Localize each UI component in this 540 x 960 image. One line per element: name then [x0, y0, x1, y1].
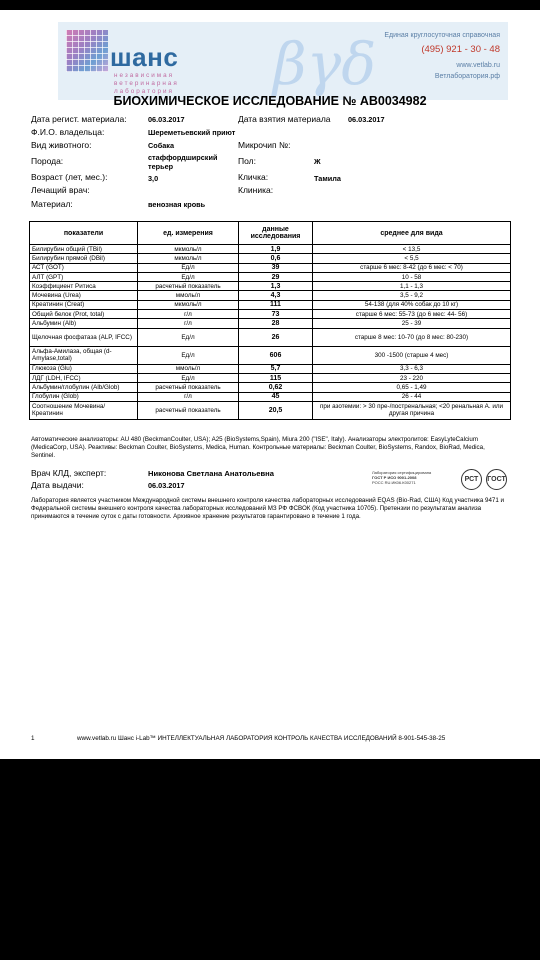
parameter-cell: Мочевина (Urea): [30, 291, 138, 300]
lab-logo-tagline: [114, 72, 179, 96]
parameter-cell: АЛТ (GPT): [30, 272, 138, 281]
reference-cell: < 5,5: [313, 254, 511, 263]
table-row: [30, 263, 511, 272]
reference-cell: старше 6 мес: 55-73 (до 6 мес: 44- 56): [313, 310, 511, 319]
unit-cell: Ед/л: [138, 328, 239, 346]
gost-seal-icon: ГОСТ: [486, 469, 507, 490]
unit-cell: расчетный показатель: [138, 401, 239, 419]
table-row: [30, 346, 511, 364]
unit-cell: Ед/л: [138, 263, 239, 272]
result-cell: 26: [239, 328, 313, 346]
result-cell: 1,3: [239, 282, 313, 291]
unit-cell: расчетный показатель: [138, 383, 239, 392]
table-row: [30, 245, 511, 254]
parameter-cell: Соотношение Мочевина/Креатинин: [30, 401, 138, 419]
lab-header-banner: [58, 22, 508, 100]
sex-label: Пол:: [238, 156, 256, 166]
lab-logo-name: шанс: [110, 42, 179, 72]
column-header: показатели: [30, 222, 138, 245]
owner-label: Ф.И.О. владельца:: [31, 127, 105, 137]
results-body: [30, 245, 511, 420]
clinic-label: Клиника:: [238, 185, 274, 195]
parameter-cell: Щелочная фосфатаза (ALP, IFCC): [30, 328, 138, 346]
cert-line: РОСС RU.ИК06.К00271: [372, 480, 416, 485]
page-number: 1: [31, 735, 35, 742]
reference-cell: 23 - 220: [313, 373, 511, 382]
unit-cell: Ед/л: [138, 373, 239, 382]
chip-label: Микрочип №:: [238, 140, 291, 150]
age-label: Возраст (лет, мес.):: [31, 172, 108, 182]
result-cell: 111: [239, 300, 313, 309]
reference-cell: 3,5 - 9,2: [313, 291, 511, 300]
result-cell: 4,3: [239, 291, 313, 300]
column-header: данные исследования: [239, 222, 313, 245]
table-row: [30, 328, 511, 346]
unit-cell: г/л: [138, 392, 239, 401]
table-row: [30, 254, 511, 263]
owner-value: Шереметьевский приют: [148, 128, 236, 137]
tagline-line: независимая: [114, 72, 174, 79]
name-label: Кличка:: [238, 172, 269, 182]
table-header-row: [30, 222, 511, 245]
signing-doctor-label: Врач КЛД, эксперт:: [31, 468, 107, 478]
reference-cell: 25 - 39: [313, 319, 511, 328]
parameter-cell: Альбумин/глобулин (Alb/Glob): [30, 383, 138, 392]
result-cell: 20,5: [239, 401, 313, 419]
table-row: [30, 319, 511, 328]
parameter-cell: Альфа-Амилаза, общая (d-Amylase,total): [30, 346, 138, 364]
parameter-cell: Общий белок (Prot, total): [30, 310, 138, 319]
report-page: [0, 10, 540, 759]
contact-website-rf: Ветлаборатория.рф: [434, 73, 500, 80]
species-value: Собака: [148, 141, 175, 150]
unit-cell: Ед/л: [138, 272, 239, 281]
reference-cell: 10 - 58: [313, 272, 511, 281]
unit-cell: ммоль/л: [138, 291, 239, 300]
breed-value-line1: стаффордширский: [148, 153, 218, 162]
result-cell: 115: [239, 373, 313, 382]
parameter-cell: Коэффициент Ритиса: [30, 282, 138, 291]
pct-seal-icon: РСТ: [461, 469, 482, 490]
certification-note: [372, 470, 472, 485]
table-row: [30, 373, 511, 382]
cert-line: ГОСТ Р ИСО 9001-2008: [372, 475, 417, 480]
reference-cell: 0,65 - 1,49: [313, 383, 511, 392]
breed-label: Порода:: [31, 156, 64, 166]
column-header: среднее для вида: [313, 222, 511, 245]
issue-date-label: Дата выдачи:: [31, 480, 84, 490]
table-row: [30, 392, 511, 401]
parameter-cell: АСТ (GOT): [30, 263, 138, 272]
analyzers-note: Автоматические анализаторы: AU 480 (BeckmanCoulter, USA); A25 (BioSystems,Spain), Miura 200 ("ISE", Italy). Анализаторы электролитов: EasyLyteCalcium (MedicaCorp, USA). Реактивы: Beckman Coulter, BioSystems, Medica, Human. Контрольные материалы: Beckman Coulter, BioSystems, Randox, BioRad, Medica, Sentinel.: [31, 436, 485, 460]
tagline-line: лаборатория: [114, 88, 174, 95]
decorative-watermark-icon: βγδ: [273, 30, 377, 98]
name-value: Тамила: [314, 174, 341, 183]
tagline-line: ветеринарная: [114, 80, 179, 87]
result-cell: 5,7: [239, 364, 313, 373]
reg-date-value: 06.03.2017: [148, 115, 185, 124]
parameter-cell: Глюкоза (Glu): [30, 364, 138, 373]
material-value: венозная кровь: [148, 200, 206, 209]
parameter-cell: Альбумин (Alb): [30, 319, 138, 328]
result-cell: 73: [239, 310, 313, 319]
table-row: [30, 300, 511, 309]
result-cell: 39: [239, 263, 313, 272]
parameter-cell: Глобулин (Glob): [30, 392, 138, 401]
result-cell: 0,6: [239, 254, 313, 263]
footer-text: www.vetlab.ru Шанс i-Lab™ ИНТЕЛЛЕКТУАЛЬНАЯ ЛАБОРАТОРИЯ КОНТРОЛЬ КАЧЕСТВА ИССЛЕДОВАНИЙ 8-901-545-38-25: [77, 735, 446, 742]
material-label: Материал:: [31, 199, 73, 209]
results-table: [29, 221, 511, 420]
unit-cell: мкмоль/л: [138, 300, 239, 309]
table-row: [30, 383, 511, 392]
doctor-label: Лечащий врач:: [31, 185, 90, 195]
breed-value-line2: терьер: [148, 162, 174, 171]
result-cell: 1,9: [239, 245, 313, 254]
cert-line: Лаборатория сертифицирована: [372, 470, 432, 475]
contact-website: www.vetlab.ru: [456, 62, 500, 69]
unit-cell: мкмоль/л: [138, 254, 239, 263]
reference-cell: 3,3 - 6,3: [313, 364, 511, 373]
document-title: БИОХИМИЧЕСКОЕ ИССЛЕДОВАНИЕ № АВ0034982: [113, 94, 427, 108]
unit-cell: ммоль/л: [138, 364, 239, 373]
take-date-value: 06.03.2017: [348, 115, 385, 124]
reference-cell: 54-138 (для 40% собак до 10 кг): [313, 300, 511, 309]
contact-caption: Единая круглосуточная справочная: [384, 32, 500, 39]
table-row: [30, 401, 511, 419]
reference-cell: 26 - 44: [313, 392, 511, 401]
reference-cell: 1,1 - 1,3: [313, 282, 511, 291]
issue-date-value: 06.03.2017: [148, 481, 185, 490]
reg-date-label: Дата регист. материала:: [31, 114, 127, 124]
contact-phone: (495) 921 - 30 - 48: [421, 44, 500, 55]
result-cell: 45: [239, 392, 313, 401]
result-cell: 0,62: [239, 383, 313, 392]
table-row: [30, 282, 511, 291]
sex-value: Ж: [314, 157, 321, 166]
reference-cell: старше 6 мес: 8-42 (до 6 мес: < 70): [313, 263, 511, 272]
parameter-cell: ЛДГ (LDH, IFCC): [30, 373, 138, 382]
parameter-cell: Билирубин прямой (DBil): [30, 254, 138, 263]
unit-cell: мкмоль/л: [138, 245, 239, 254]
lab-logo-icon: [66, 30, 108, 72]
signing-doctor-name: Никонова Светлана Анатольевна: [148, 469, 274, 478]
reference-cell: старше 8 мес: 10-70 (до 8 мес: 80-230): [313, 328, 511, 346]
age-value: 3,0: [148, 174, 159, 183]
take-date-label: Дата взятия материала: [238, 114, 331, 124]
table-row: [30, 310, 511, 319]
result-cell: 29: [239, 272, 313, 281]
unit-cell: Ед/л: [138, 346, 239, 364]
reference-cell: при азотемии: > 30 пре-/постренальная; <20 ренальная А. или другая причина: [313, 401, 511, 419]
column-header: ед. измерения: [138, 222, 239, 245]
result-cell: 606: [239, 346, 313, 364]
disclaimer: Лаборатория является участником Международной системы внешнего контроля качества лабораторных исследований EQAS (Bio-Rad, США) Код участника 9471 и Федеральной системы внешнего контроля качества лабораторных исследований МЗ РФ ФСВОК (Код участника 10705). Претензии по результатам анализа принимаются в течение суток с даты готовности. Архивное хранение результатов гарантировано в течение 1 года.: [31, 497, 504, 521]
species-label: Вид животного:: [31, 140, 92, 150]
parameter-cell: Креатинин (Creat): [30, 300, 138, 309]
unit-cell: г/л: [138, 310, 239, 319]
reference-cell: < 13,5: [313, 245, 511, 254]
unit-cell: расчетный показатель: [138, 282, 239, 291]
reference-cell: 300 -1500 (старше 4 мес): [313, 346, 511, 364]
unit-cell: г/л: [138, 319, 239, 328]
table-row: [30, 364, 511, 373]
parameter-cell: Билирубин общий (TBil): [30, 245, 138, 254]
table-row: [30, 272, 511, 281]
table-row: [30, 291, 511, 300]
result-cell: 28: [239, 319, 313, 328]
